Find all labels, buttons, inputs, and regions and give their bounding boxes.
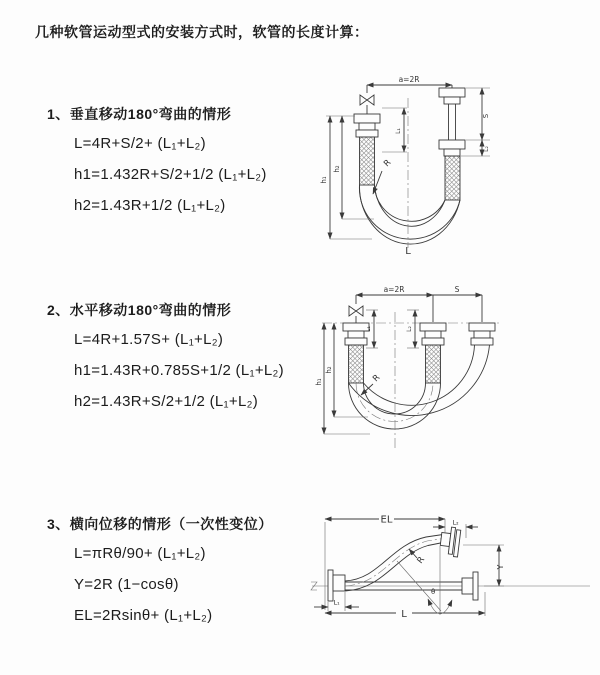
dim-label-s: S [454, 285, 460, 294]
right-hose-fitting [439, 88, 465, 200]
dim-label-a2r: a=2R [398, 75, 420, 84]
dim-label-s: S [482, 113, 490, 119]
angle-theta-construction [397, 546, 452, 615]
section-2-formulas [74, 324, 284, 417]
dim-label-l1: L₁ [365, 326, 372, 332]
formula-line: h2=1.43R+S/2+1/2 (L₁+L₂) [74, 393, 259, 410]
dim-label-el: EL [380, 514, 393, 526]
dim-label-h1: h₁ [315, 378, 323, 386]
dim-label-l2: L₂ [452, 518, 459, 527]
formula-line: L=4R+S/2+ (L₁+L₂) [74, 135, 206, 152]
dim-label-h2: h₂ [325, 366, 333, 374]
dim-label-l1: L₁ [395, 128, 402, 134]
section-2-heading: 2、水平移动180°弯曲的情形 [47, 302, 232, 318]
dim-label-h1: h₁ [320, 176, 328, 184]
formula-line: EL=2Rsinθ+ (L₁+L₂) [74, 607, 213, 624]
dim-label-l2: L₂ [406, 326, 413, 332]
dim-label-l: L [401, 609, 407, 620]
dim-label-a2r: a=2R [383, 285, 405, 294]
displaced-hose-fitting [469, 323, 495, 345]
dim-label-l1: L₁ [333, 598, 340, 607]
section-3-heading: 3、横向位移的情形（一次性变位） [47, 516, 273, 532]
section-1-heading: 1、垂直移动180°弯曲的情形 [47, 106, 232, 122]
displaced-hose [345, 526, 461, 591]
formula-line: L=πRθ/90+ (L₁+L₂) [74, 545, 206, 562]
dim-label-h2: h₂ [333, 165, 341, 173]
middle-hose-fitting [420, 323, 446, 383]
formula-line: h2=1.43R+1/2 (L₁+L₂) [74, 197, 226, 214]
section-1-formulas [74, 128, 267, 221]
left-hose-fitting [354, 114, 380, 185]
formula-line: h1=1.43R+0.785S+1/2 (L₁+L₂) [74, 362, 284, 379]
formula-line: h1=1.432R+S/2+1/2 (L₁+L₂) [74, 166, 267, 183]
radius-label: R [371, 372, 383, 385]
angle-label: θ [431, 588, 436, 596]
formula-line: L=4R+1.57S+ (L₁+L₂) [74, 331, 224, 348]
diagram-vertical-180-bend [310, 72, 600, 264]
dim-label-l2: L₂ [483, 146, 490, 152]
diagram-horizontal-180-bend [310, 282, 600, 462]
valve-icon [360, 95, 374, 114]
formula-line: Y=2R (1−cosθ) [74, 576, 179, 593]
dim-label-y: Y [496, 564, 505, 570]
diagram-lateral-displacement [300, 488, 600, 648]
page-title: 几种软管运动型式的安装方式时，软管的长度计算： [35, 24, 369, 40]
section-3-formulas [74, 538, 212, 631]
radius-label: R [382, 157, 394, 170]
left-flange [328, 570, 345, 601]
valve-icon [349, 306, 363, 323]
radius-label: R [415, 555, 428, 566]
upper-flange [439, 526, 461, 557]
length-label: L [405, 246, 411, 257]
